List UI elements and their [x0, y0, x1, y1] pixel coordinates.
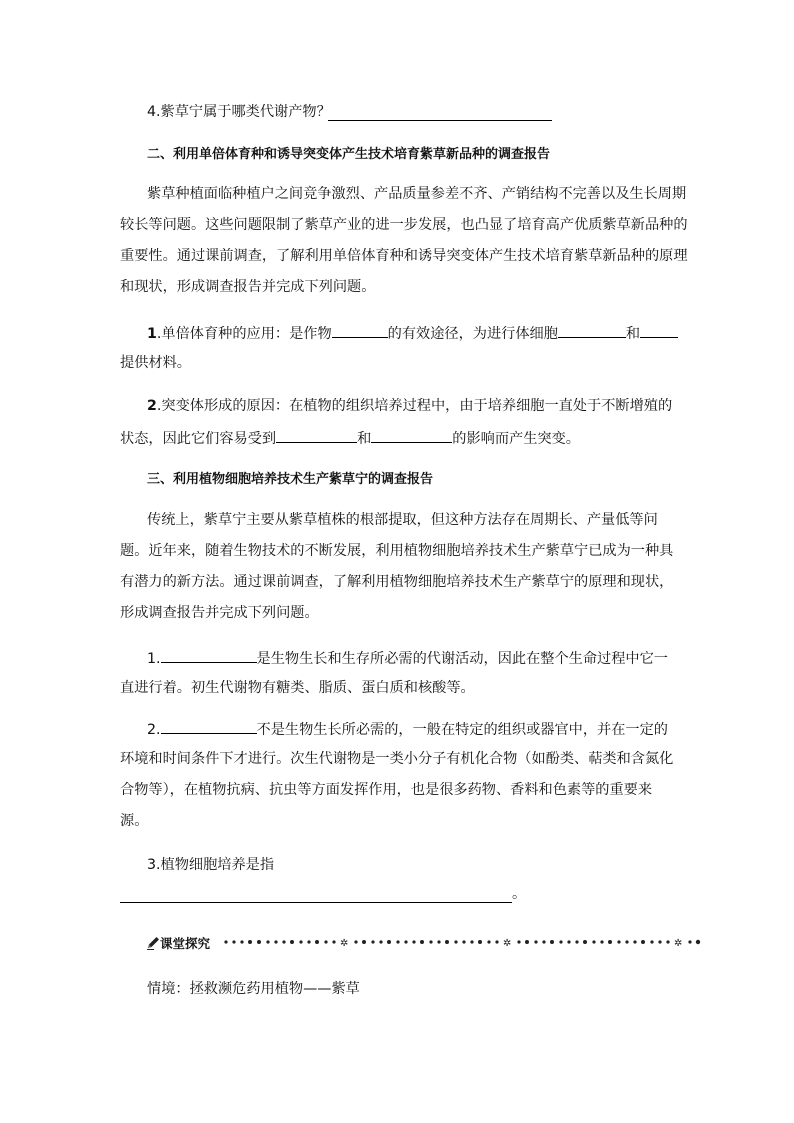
dotted-divider: [222, 936, 702, 948]
section-2-heading: 二、利用单倍体育种和诱导突变体产生技术培育紫草新品种的调查报告: [147, 147, 551, 162]
item-number: 2.: [147, 722, 161, 738]
item-text-d: 的影响而产生突变。: [452, 431, 580, 447]
section-2-item-1: [147, 323, 678, 344]
section-3-para-line-1: 传统上，紫草宁主要从紫草植株的根部提取，但这种方法存在周期长、产量低等问: [147, 512, 658, 528]
pencil-icon: [146, 933, 160, 952]
answer-blank[interactable]: [161, 648, 257, 663]
item-text-c: 和: [357, 431, 372, 447]
section-3-item-3-end: 。: [512, 886, 527, 902]
section-3-para-line-3: 有潜力的新方法。通过课前调查，了解利用植物细胞培养技术生产紫草宁的原理和现状，: [120, 574, 674, 590]
question-4: [147, 103, 331, 122]
answer-blank[interactable]: [276, 428, 357, 443]
answer-blank[interactable]: [371, 428, 452, 443]
section-3-item-3: 3.植物细胞培养是指: [147, 857, 275, 873]
item-text-a: 不是生物生长所必需的，一般在特定的组织或器官中，并在一定的: [256, 722, 668, 738]
section-3-item-2-line-3: 合物等），在植物抗病、抗虫等方面发挥作用，也是很多药物、香料和色素等的重要来: [120, 782, 653, 798]
question-4-answer-blank[interactable]: [328, 120, 552, 121]
section-2-para-line-1: 紫草种植面临种植户之间竞争激烈、产品质量参差不齐、产销结构不完善以及生长周期: [147, 186, 687, 202]
section-2-para-line-2: 较长等问题。这些问题限制了紫草产业的进一步发展，也凸显了培育高产优质紫草新品种的: [120, 217, 688, 233]
section-3-item-2-line-2: 环境和时间条件下才进行。次生代谢物是一类小分子有机化合物（如酚类、萜类和含氮化: [120, 751, 674, 767]
section-2-item-2-cont: [120, 428, 580, 449]
section-2-item-1-cont: 提供材料。: [120, 355, 191, 371]
situation-line: 情境：拯救濒危药用植物——紫草: [147, 981, 360, 997]
answer-blank[interactable]: [558, 323, 626, 338]
section-3-heading: 三、利用植物细胞培养技术生产紫草宁的调查报告: [147, 472, 434, 487]
item-text-a: 是生物生长和生存所必需的代谢活动，因此在整个生命过程中它一: [256, 651, 668, 667]
section-3-item-1-cont: 直进行着。初生代谢物有糖类、脂质、蛋白质和核酸等。: [120, 680, 475, 696]
section-2-item-2: [147, 397, 672, 416]
svg-text:✲: ✲: [340, 938, 349, 948]
classroom-label: 课堂探究: [160, 936, 211, 951]
item-text-a: .单倍体育种的应用：是作物: [156, 326, 332, 342]
item-text-b: 状态，因此它们容易受到: [120, 431, 277, 447]
item-text-a: .突变体形成的原因：在植物的组织培养过程中，由于培养细胞一直处于不断增殖的: [156, 398, 673, 414]
section-3-para-line-2: 题。近年来，随着生物技术的不断发展，利用植物细胞培养技术生产紫草宁已成为一种具: [120, 543, 674, 559]
section-3-item-1: [147, 648, 668, 669]
item-number: 2: [147, 398, 157, 414]
question-4-text: 4.紫草宁属于哪类代谢产物？: [147, 104, 331, 120]
section-3-item-2: [147, 719, 668, 740]
svg-text:✲: ✲: [503, 938, 512, 948]
item-number: 1: [147, 326, 157, 342]
section-3-item-3-answer-blank[interactable]: [120, 902, 512, 903]
classroom-header: [146, 933, 210, 951]
answer-blank[interactable]: [161, 719, 257, 734]
answer-blank[interactable]: [332, 323, 388, 338]
section-2-para-line-4: 和现状，形成调查报告并完成下列问题。: [120, 279, 376, 295]
section-2-para-line-3: 重要性。通过课前调查，了解利用单倍体育种和诱导突变体产生技术培育紫草新品种的原理: [120, 248, 688, 264]
item-text-c: 和: [625, 326, 641, 342]
item-text-b: 的有效途径，为进行体细胞: [387, 326, 558, 342]
item-number: 1.: [147, 651, 161, 667]
section-3-item-2-line-4: 源。: [120, 813, 149, 829]
svg-text:✲: ✲: [674, 938, 683, 948]
answer-blank[interactable]: [640, 323, 678, 338]
section-3-para-line-4: 形成调查报告并完成下列问题。: [120, 605, 319, 621]
